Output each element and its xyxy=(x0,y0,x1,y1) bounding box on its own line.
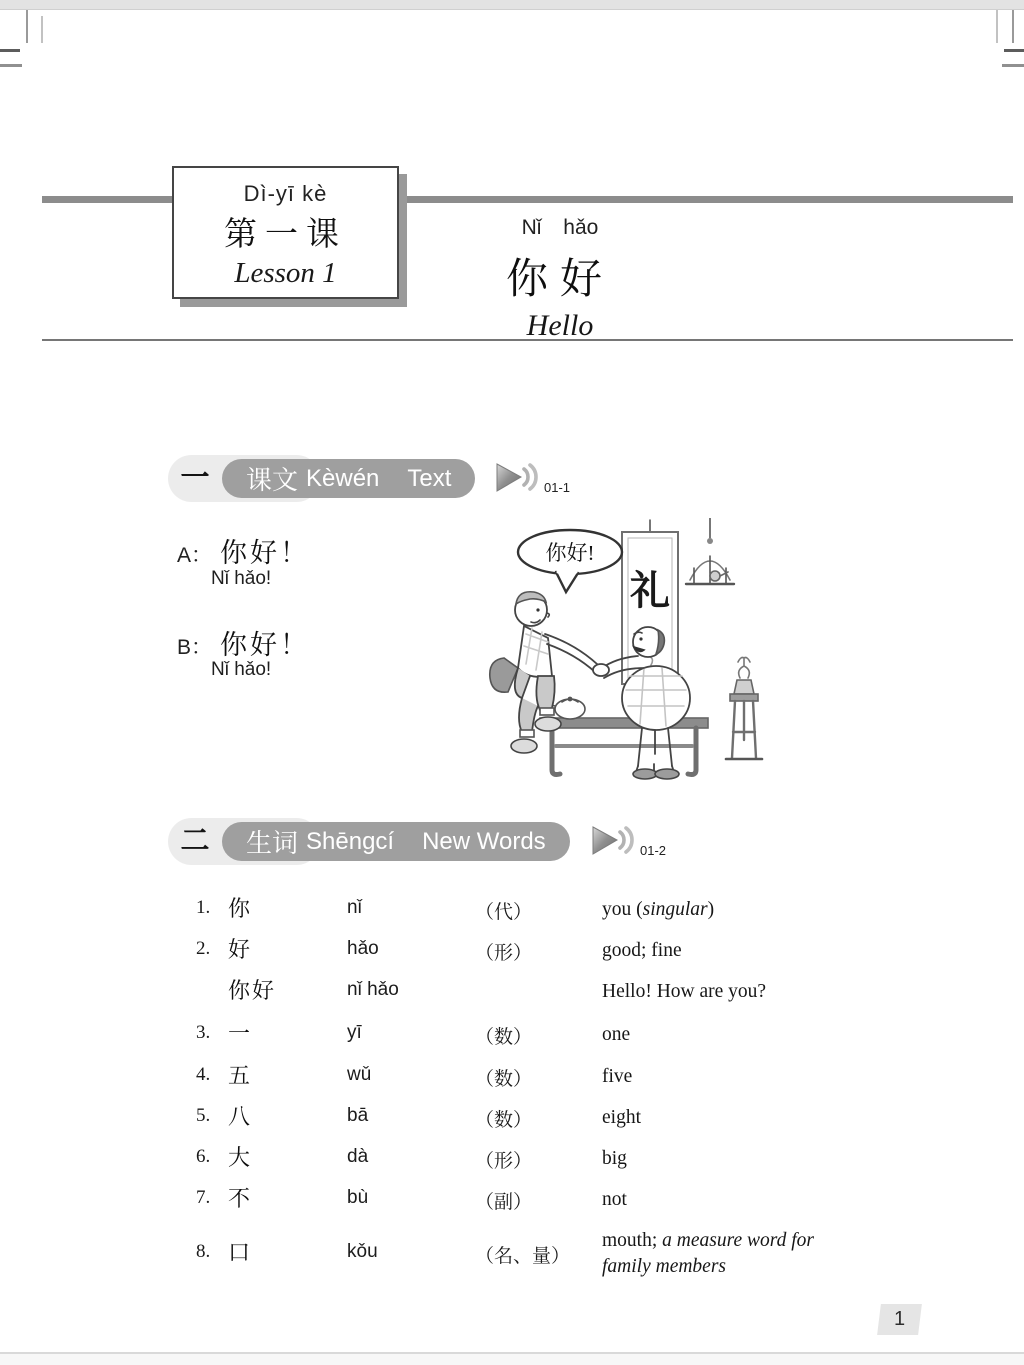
crop-mark xyxy=(1002,64,1024,67)
vocab-pos: （副） xyxy=(475,1192,533,1213)
crop-mark xyxy=(0,64,22,67)
vocab-english: big xyxy=(602,1148,627,1169)
vocab-hanzi: 大 xyxy=(228,1145,253,1170)
vocab-number: 6. xyxy=(196,1146,211,1167)
dialogue-line-a xyxy=(177,531,310,570)
vocab-number: 3. xyxy=(196,1022,211,1043)
vocab-english: good; fine xyxy=(602,940,682,961)
vocab-pos: （代） xyxy=(475,902,533,923)
scroll-character: 礼 xyxy=(630,568,670,613)
vocab-pos: （名、量） xyxy=(475,1246,571,1267)
speaker-icon[interactable] xyxy=(590,821,636,861)
plant-stand xyxy=(726,658,762,760)
vocab-english: not xyxy=(602,1189,627,1210)
dialogue-pinyin: Nǐ hǎo! xyxy=(211,659,272,680)
crop-mark xyxy=(0,49,20,52)
section-title-hanzi: 生词 xyxy=(246,828,299,858)
birdcage xyxy=(686,518,734,584)
page-number: 1 xyxy=(893,1308,906,1330)
vocab-row xyxy=(196,1228,840,1294)
vocab-english: mouth; a measure word for family members xyxy=(602,1230,814,1278)
vocab-pinyin: nǐ xyxy=(347,897,362,918)
section-number: 二 xyxy=(180,825,210,857)
vocab-hanzi: 好 xyxy=(228,937,253,962)
section-title-pinyin: Shēngcí xyxy=(306,827,395,855)
vocab-pos: （数） xyxy=(475,1027,533,1048)
audio-track-label: 01-1 xyxy=(544,480,571,495)
crop-mark xyxy=(26,10,28,43)
vocab-row xyxy=(196,1105,840,1146)
section-title-hanzi: 课文 xyxy=(246,465,299,495)
speaker-label: B： xyxy=(177,636,213,659)
crop-mark xyxy=(41,16,43,43)
vocab-row xyxy=(196,1064,840,1105)
vocab-pinyin: bā xyxy=(347,1105,369,1126)
lesson-number-box xyxy=(172,166,399,299)
vocab-hanzi: 一 xyxy=(228,1021,253,1046)
vocab-pinyin: hǎo xyxy=(347,938,379,959)
vocab-row xyxy=(196,1022,840,1064)
vocab-pinyin: dà xyxy=(347,1146,369,1167)
dialogue-line-b xyxy=(177,623,310,662)
section-title-english: Text xyxy=(407,464,452,492)
title-hanzi: 你好 xyxy=(505,257,614,303)
section-number: 一 xyxy=(180,462,210,494)
vocab-row xyxy=(196,938,840,979)
section-number-badge xyxy=(168,818,546,865)
vocab-pos: （数） xyxy=(475,1110,533,1131)
crop-mark xyxy=(996,10,998,43)
vocab-number: 1. xyxy=(196,897,211,918)
lesson-pinyin: Dì-yī kè xyxy=(243,181,328,206)
young-man xyxy=(490,592,605,753)
handshake-cartoon xyxy=(452,518,764,780)
vocab-number: 4. xyxy=(196,1064,211,1085)
vocab-pos: （数） xyxy=(475,1069,533,1090)
scan-top-edge xyxy=(0,0,1024,10)
vocab-pos: （形） xyxy=(475,1151,533,1172)
section-newwords-header xyxy=(168,818,648,865)
vocab-english: five xyxy=(602,1066,633,1087)
vocab-hanzi: 你 xyxy=(228,896,253,921)
dialogue-hanzi: 你好！ xyxy=(220,630,311,660)
crop-mark xyxy=(1012,10,1014,43)
lesson-hanzi: 第一课 xyxy=(224,217,347,253)
lesson-english: Lesson 1 xyxy=(234,257,337,289)
vocab-english: one xyxy=(602,1024,631,1045)
section-title-english: New Words xyxy=(422,827,546,855)
greeting-illustration xyxy=(452,518,764,785)
vocab-number: 2. xyxy=(196,938,211,959)
vocab-pinyin: kǒu xyxy=(347,1241,378,1262)
title-pinyin: Nǐ hǎo xyxy=(521,216,599,239)
dialogue-hanzi: 你好！ xyxy=(220,538,311,568)
speaker-icon[interactable] xyxy=(494,458,540,498)
vocab-pos: （形） xyxy=(475,943,533,964)
section-title-pill xyxy=(222,822,570,861)
vocab-number: 5. xyxy=(196,1105,211,1126)
lesson-title xyxy=(430,216,690,343)
section-title-pinyin: Kèwén xyxy=(306,464,380,492)
vocab-row xyxy=(196,979,840,1022)
vocab-pinyin: wǔ xyxy=(347,1064,372,1085)
title-english: Hello xyxy=(526,309,594,342)
audio-control-2 xyxy=(590,821,666,861)
page-number-badge xyxy=(877,1304,922,1335)
vocab-english: you (singular) xyxy=(602,899,715,920)
bubble-text: 你好! xyxy=(545,541,595,565)
vocab-pinyin: nǐ hǎo xyxy=(347,979,399,1000)
vocab-number: 7. xyxy=(196,1187,211,1208)
vocab-english: eight xyxy=(602,1107,641,1128)
vocab-hanzi: 八 xyxy=(228,1104,253,1129)
section-title-pill xyxy=(222,459,475,498)
section-number-badge xyxy=(168,455,452,502)
vocab-row xyxy=(196,1146,840,1187)
audio-track-label: 01-2 xyxy=(640,843,667,858)
audio-control-1 xyxy=(494,458,570,498)
vocab-pinyin: yī xyxy=(347,1022,362,1043)
new-words-list xyxy=(196,897,840,1294)
vocab-number xyxy=(196,979,228,1003)
dialogue-pinyin: Nǐ hǎo! xyxy=(211,568,272,589)
vocab-row xyxy=(196,897,840,938)
vocab-hanzi: 五 xyxy=(228,1063,253,1088)
vocab-hanzi: 不 xyxy=(228,1186,253,1211)
scan-bottom-edge xyxy=(0,1354,1024,1365)
vocab-english: Hello! How are you? xyxy=(602,981,767,1002)
vocab-hanzi: 你好 xyxy=(228,978,277,1003)
vocab-pinyin: bù xyxy=(347,1187,369,1208)
vocab-number: 8. xyxy=(196,1241,211,1262)
crop-mark xyxy=(1004,49,1024,52)
speaker-label: A： xyxy=(177,544,213,567)
vocab-row xyxy=(196,1187,840,1228)
vocab-hanzi: 口 xyxy=(228,1240,253,1265)
